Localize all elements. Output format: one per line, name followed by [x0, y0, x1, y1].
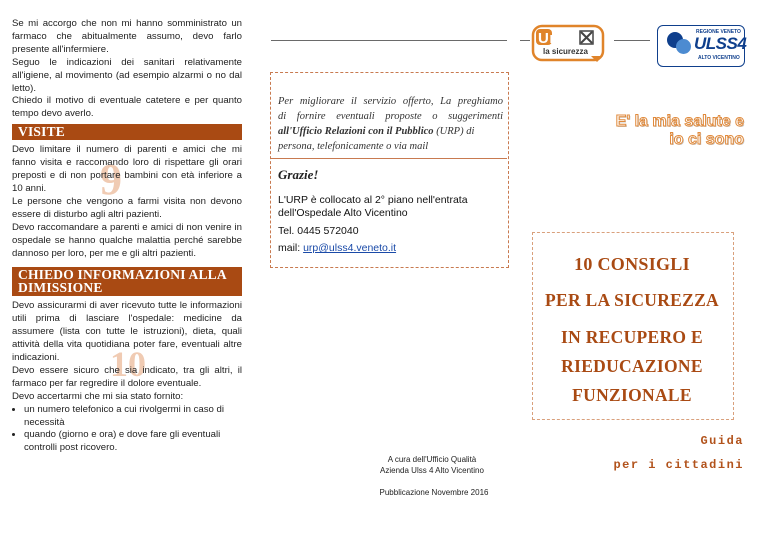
ulss-name: ULSS4 [694, 34, 747, 53]
publication-date: Pubblicazione Novembre 2016 [379, 488, 489, 497]
box-divider [270, 158, 507, 159]
dimissione-paragraph: Devo accertarmi che mi sia stato fornito: [12, 390, 184, 402]
visite-paragraph: Devo raccomandare a parenti e amici di non venire in ospedale se hanno qualche malattia perché sarebbe dannoso per loro, per me e gli altri pazienti. [12, 221, 242, 259]
intro-paragraph: Chiedo il motivo di eventuale catetere e per quanto tempo devo averlo. [12, 95, 242, 120]
left-panel [12, 18, 242, 455]
urp-phone: Tel. 0445 572040 [278, 225, 359, 237]
mail-label: mail: [278, 242, 301, 254]
visite-heading: VISITE [12, 124, 242, 140]
dimissione-section [12, 300, 242, 455]
intro-paragraph: Se mi accorgo che non mi hanno somministrato un farmaco che abitualmente assumo, devo farlo presente all'infermiere. [12, 18, 242, 55]
slogan [560, 113, 744, 149]
title-line: IN RECUPERO E [561, 327, 703, 347]
title-line: FUNZIONALE [572, 385, 692, 405]
ulss-logo [657, 25, 745, 67]
urp-location: L'URP è collocato al 2° piano nell'entrata dell'Ospedale Alto Vicentino [278, 194, 468, 219]
dimissione-heading: CHIEDO INFORMAZIONI ALLA DIMISSIONE [12, 267, 242, 296]
visite-paragraph: Devo limitare il numero di parenti e amici che mi fanno visita e raccomando loro di rispettare gli orari preposti e di non portare bambini con età inferiore a 10 anni. [12, 144, 242, 194]
urp-line: persona, telefonicamente o via mail [278, 141, 429, 152]
uniti-word: Uniti [538, 30, 574, 47]
logo-divider-left [520, 40, 530, 41]
title-line: 10 CONSIGLI [574, 254, 690, 274]
dimissione-number: 10 [110, 344, 146, 385]
top-divider [271, 40, 507, 41]
uniti-subtitle: la sicurezza [543, 47, 588, 56]
slogan-line: E' la mia salute e [615, 113, 744, 130]
guide-label: Guida [700, 434, 744, 448]
list-item: • quando (giorno e ora) e dove fare gli eventuali controlli post ricovero. [24, 429, 242, 455]
ulss-region: REGIONE VENETO [696, 29, 741, 35]
urp-request [278, 94, 503, 154]
title-line: RIEDUCAZIONE [561, 356, 703, 376]
dimissione-paragraph: Devo assicurarmi di aver ricevuto tutte le informazioni utili prima di lasciare l'ospedale: medicine da assumere (lista con tutte le istruzioni), dieta, quali attività della vita quotidiana poter fare, eventuali altre indicazioni. [12, 300, 242, 364]
mail-link[interactable]: urp@ulss4.veneto.it [303, 242, 397, 254]
logo-divider-mid [614, 40, 650, 41]
urp-line: di fornire eventuali proposte o suggerimenti [278, 111, 503, 122]
dimissione-list [12, 404, 242, 456]
visite-number: 9 [100, 155, 122, 205]
title-line: PER LA SICUREZZA [544, 290, 719, 310]
visite-section [12, 144, 242, 260]
urp-line-3 [278, 124, 503, 139]
visite-paragraph: Le persone che vengono a farmi visita non devono essere di disturbo agli altri pazienti. [12, 195, 242, 220]
list-item: • un numero telefonico a cui rivolgermi in caso di necessità [24, 404, 242, 430]
urp-office-name: all'Ufficio Relazioni con il Pubblico [278, 126, 434, 137]
guide-audience: per i cittadini [613, 458, 744, 472]
uniti-logo [531, 22, 607, 64]
dimissione-paragraph: Devo essere sicuro che sia indicato, tra gli altri, il farmaco per far regredire il dolore eventuale. [12, 364, 242, 389]
credit-line: Azienda Ulss 4 Alto Vicentino [380, 466, 484, 475]
slogan-line: io ci sono [669, 131, 744, 148]
credit-line: A cura dell'Ufficio Qualità [387, 455, 477, 464]
intro-paragraph: Seguo le indicazioni dei sanitari relativamente all'igiene, al movimento (ad esempio alzarmi o no dal letto). [12, 56, 242, 94]
ulss-circle-icon [676, 39, 691, 54]
urp-mail-row [278, 242, 396, 254]
ulss-area: ALTO VICENTINO [698, 55, 740, 61]
urp-line: Per migliorare il servizio offerto, La preghiamo [278, 96, 503, 107]
grazie-text: Grazie! [278, 167, 319, 182]
credits [370, 454, 494, 476]
urp-abbr: (URP) di [436, 126, 475, 137]
